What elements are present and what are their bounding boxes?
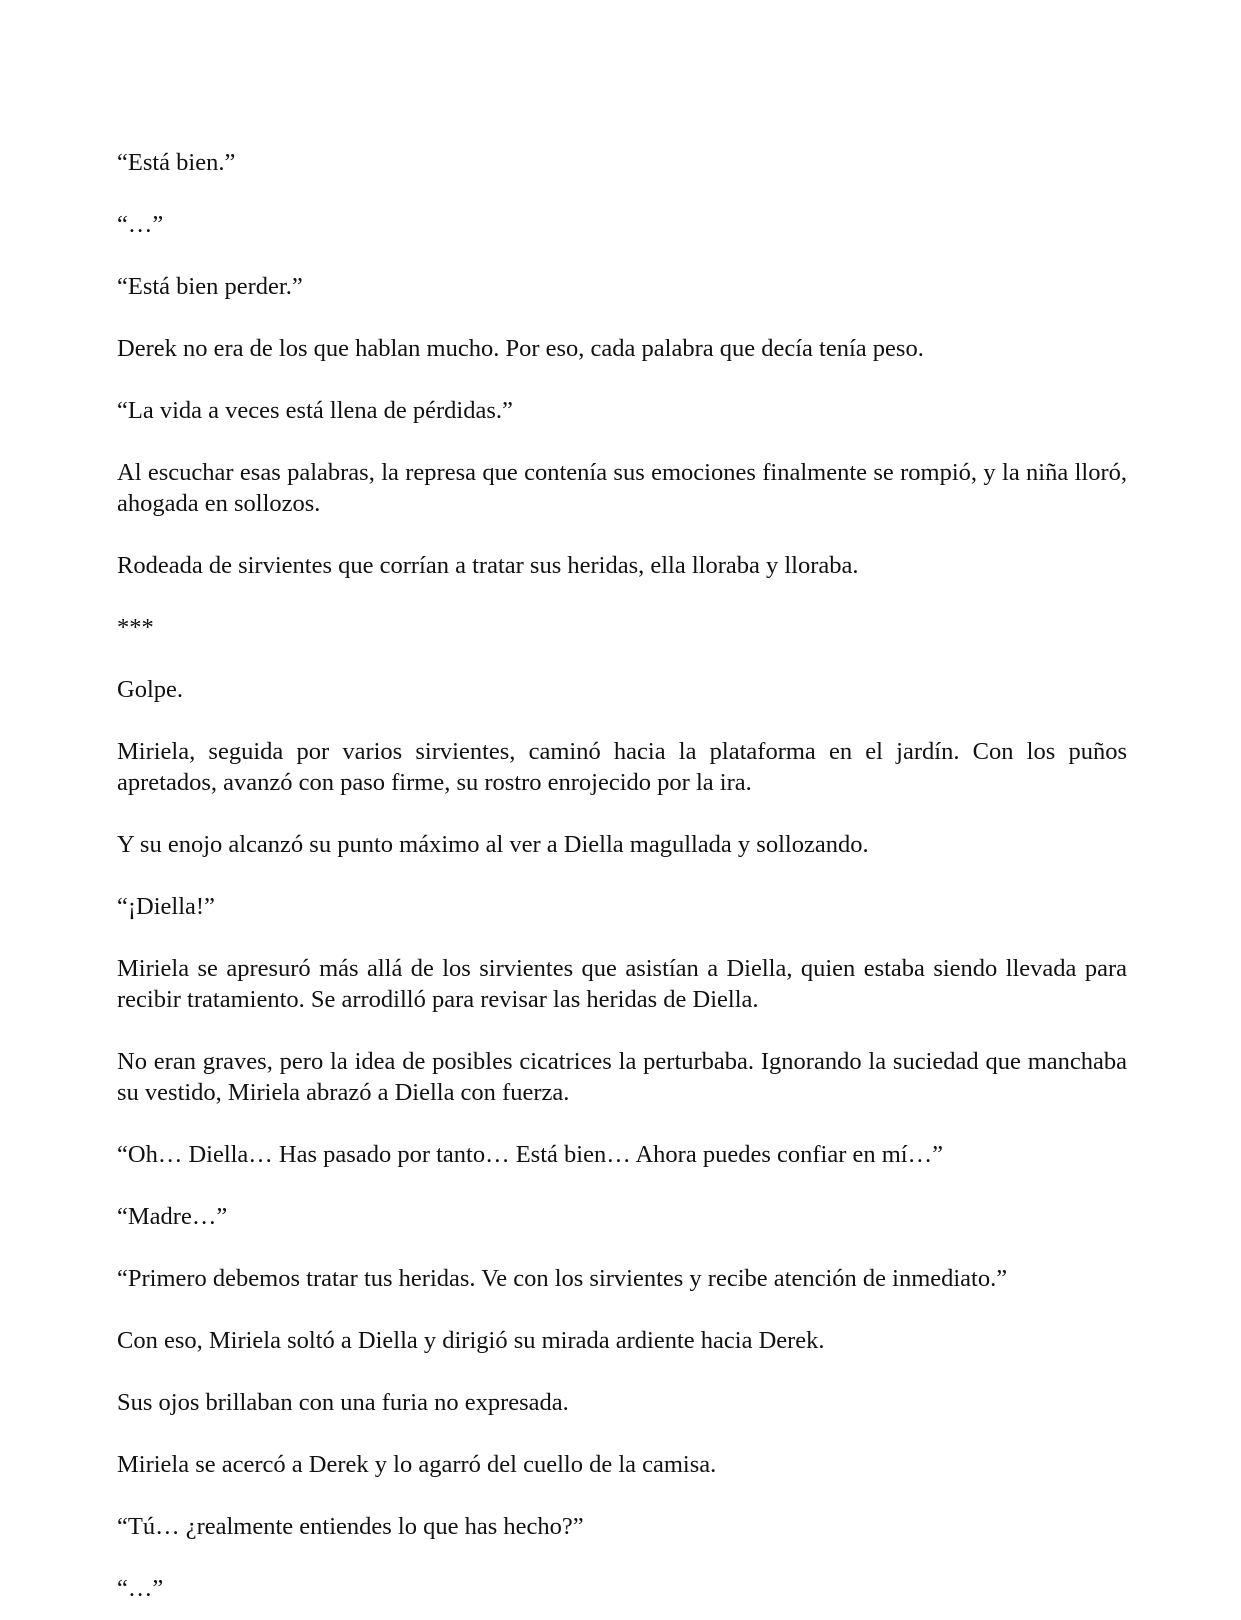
paragraph: “Oh… Diella… Has pasado por tanto… Está bien… Ahora puedes confiar en mí…” xyxy=(117,1141,943,1168)
paragraph: “La vida a veces está llena de pérdidas.” xyxy=(117,397,513,424)
paragraph: “…” xyxy=(117,1575,164,1602)
paragraph: “Primero debemos tratar tus heridas. Ve con los sirvientes y recibe atención de inmediato.” xyxy=(117,1265,1008,1292)
paragraph: “Está bien perder.” xyxy=(117,273,303,300)
paragraph: Al escuchar esas palabras, la represa que contenía sus emociones finalmente se rompió, y la niña lloró, ahogada en sollozos. xyxy=(117,459,1127,517)
paragraph: “Madre…” xyxy=(117,1203,228,1230)
paragraph: Miriela se acercó a Derek y lo agarró del cuello de la camisa. xyxy=(117,1451,717,1478)
paragraph: Y su enojo alcanzó su punto máximo al ver a Diella magullada y sollozando. xyxy=(117,831,869,858)
paragraph: Derek no era de los que hablan mucho. Por eso, cada palabra que decía tenía peso. xyxy=(117,335,924,362)
paragraph: Miriela se apresuró más allá de los sirvientes que asistían a Diella, quien estaba siendo llevada para recibir tratamiento. Se arrodilló para revisar las heridas de Diella. xyxy=(117,955,1127,1013)
scene-break: *** xyxy=(117,614,154,641)
paragraph: “Tú… ¿realmente entiendes lo que has hecho?” xyxy=(117,1513,584,1540)
paragraph: Con eso, Miriela soltó a Diella y dirigió su mirada ardiente hacia Derek. xyxy=(117,1327,825,1354)
paragraph: Sus ojos brillaban con una furia no expresada. xyxy=(117,1389,569,1416)
document-body xyxy=(117,147,1127,1604)
paragraph: Miriela, seguida por varios sirvientes, caminó hacia la plataforma en el jardín. Con los puños apretados, avanzó con paso firme, su rostro enrojecido por la ira. xyxy=(117,738,1127,796)
paragraph: “Está bien.” xyxy=(117,149,236,176)
paragraph: “…” xyxy=(117,211,164,238)
paragraph: No eran graves, pero la idea de posibles cicatrices la perturbaba. Ignorando la suciedad que manchaba su vestido, Miriela abrazó a Diella con fuerza. xyxy=(117,1048,1127,1106)
paragraph: Rodeada de sirvientes que corrían a tratar sus heridas, ella lloraba y lloraba. xyxy=(117,552,859,579)
paragraph: “¡Diella!” xyxy=(117,893,215,920)
paragraph: Golpe. xyxy=(117,676,183,703)
